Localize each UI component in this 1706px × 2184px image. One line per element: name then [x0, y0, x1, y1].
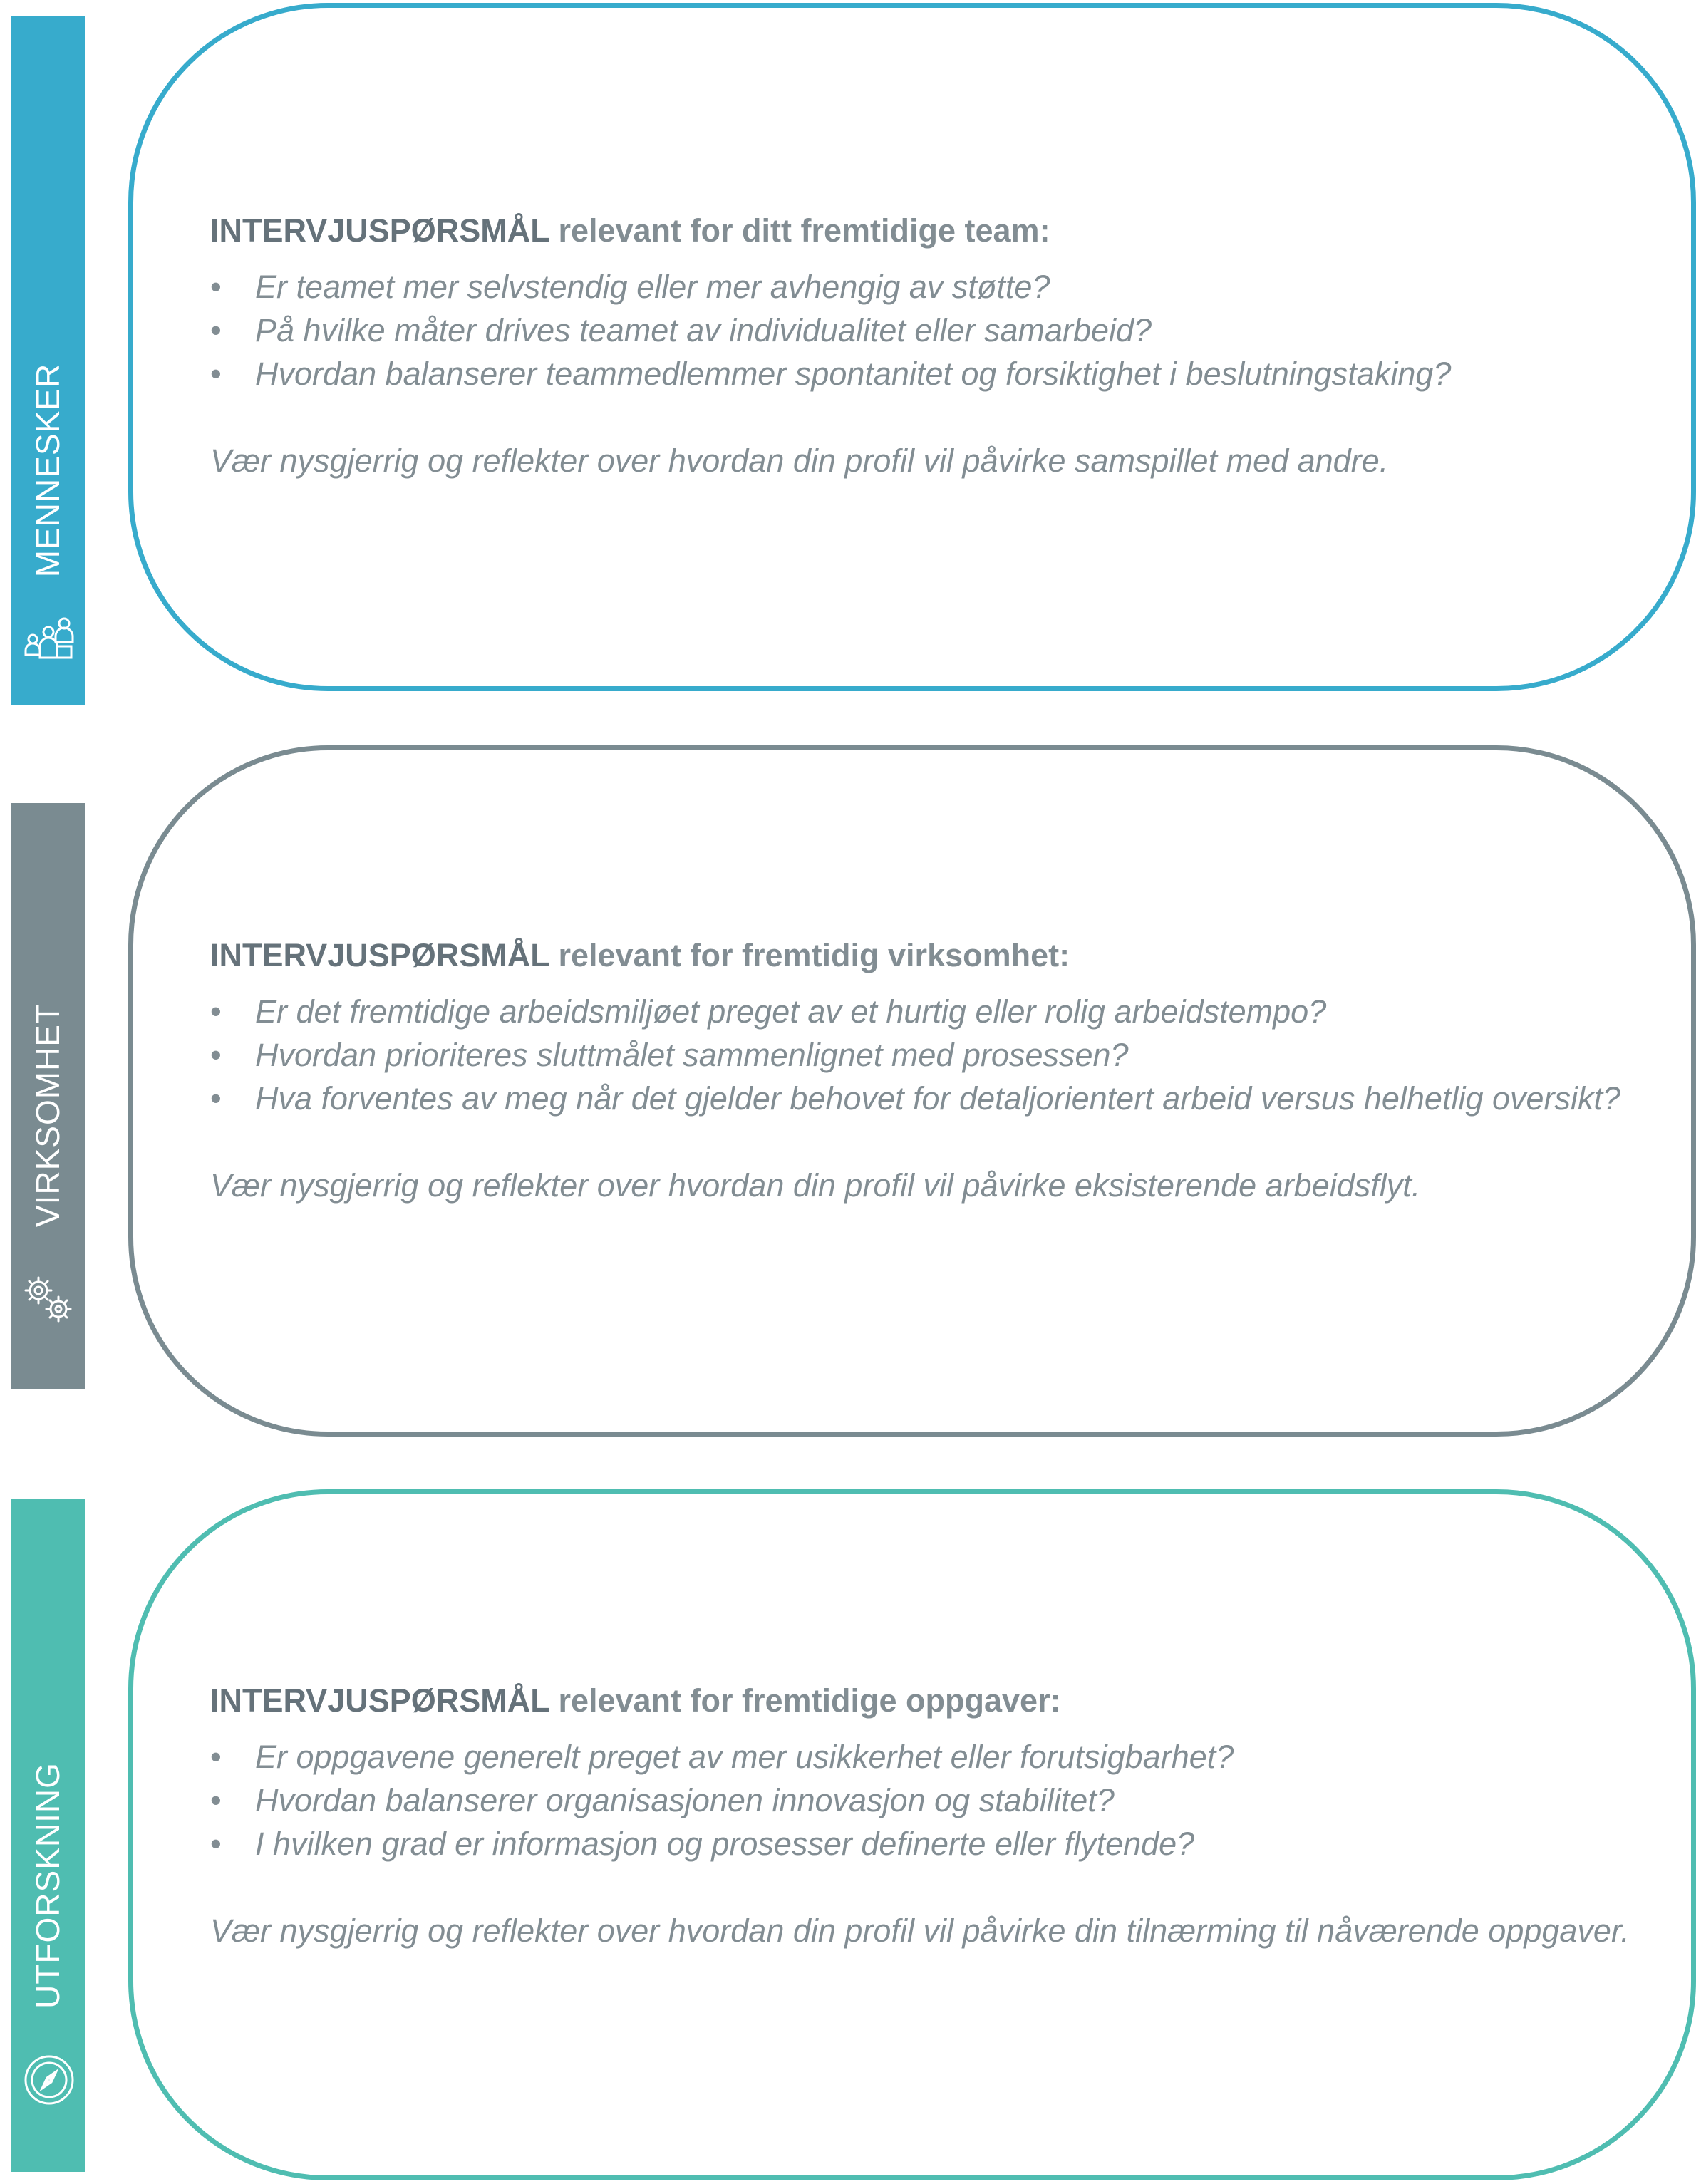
question-item: • Hvordan balanserer organisasjonen innovasjon og stabilitet? [210, 1779, 1634, 1822]
heading-text: relevant for fremtidig virksomhet: [549, 937, 1070, 973]
card-content-utforskning [210, 1680, 1634, 1952]
question-item: • Hva forventes av meg når det gjelder behovet for detaljorientert arbeid versus helhetlig oversikt? [210, 1077, 1634, 1120]
question-item: • På hvilke måter drives teamet av individualitet eller samarbeid? [210, 309, 1634, 352]
section-heading [210, 1680, 1634, 1722]
people-icon [23, 614, 74, 665]
card-mennesker [128, 3, 1696, 691]
question-item: • Er det fremtidige arbeidsmiljøet preget av et hurtig eller rolig arbeidstempo? [210, 990, 1634, 1033]
card-utforskning [128, 1489, 1696, 2180]
heading-text: relevant for fremtidige oppgaver: [549, 1682, 1061, 1719]
side-bar-utforskning [11, 1499, 85, 2172]
gears-icon [23, 1273, 74, 1325]
question-item: • Hvordan balanserer teammedlemmer spontanitet og forsiktighet i beslutningstaking? [210, 352, 1634, 395]
reflection-text: Vær nysgjerrig og reflekter over hvordan din profil vil påvirke samspillet med andre. [210, 443, 1389, 479]
heading-keyword: INTERVJUSPØRSMÅL [210, 212, 549, 249]
heading-text: relevant for ditt fremtidige team: [549, 212, 1050, 249]
question-item: • Hvordan prioriteres sluttmålet sammenlignet med prosessen? [210, 1033, 1634, 1077]
reflection-text: Vær nysgjerrig og reflekter over hvordan din profil vil påvirke din tilnærming til nåværende oppgaver. [210, 1913, 1630, 1949]
question-item: • Er teamet mer selvstendig eller mer avhengig av støtte? [210, 265, 1634, 309]
side-bar-mennesker [11, 16, 85, 705]
card-content-virksomhet [210, 934, 1634, 1207]
reflection-text: Vær nysgjerrig og reflekter over hvordan din profil vil påvirke eksisterende arbeidsflyt. [210, 1167, 1421, 1204]
heading-keyword: INTERVJUSPØRSMÅL [210, 937, 549, 973]
side-label-virksomhet: VIRKSOMHET [29, 1003, 66, 1228]
question-item: • I hvilken grad er informasjon og prosesser definerte eller flytende? [210, 1822, 1634, 1865]
question-list [210, 265, 1634, 395]
question-list [210, 990, 1634, 1120]
side-label-mennesker: MENNESKER [29, 363, 66, 578]
question-list [210, 1735, 1634, 1865]
card-virksomhet [128, 745, 1696, 1437]
side-label-utforskning: UTFORSKNING [29, 1762, 66, 2009]
section-heading [210, 934, 1634, 977]
side-bar-virksomhet [11, 803, 85, 1389]
card-content-mennesker [210, 209, 1634, 482]
question-item: • Er oppgavene generelt preget av mer usikkerhet eller forutsigbarhet? [210, 1735, 1634, 1779]
compass-icon [23, 2054, 76, 2106]
section-heading [210, 209, 1634, 252]
heading-keyword: INTERVJUSPØRSMÅL [210, 1682, 549, 1719]
